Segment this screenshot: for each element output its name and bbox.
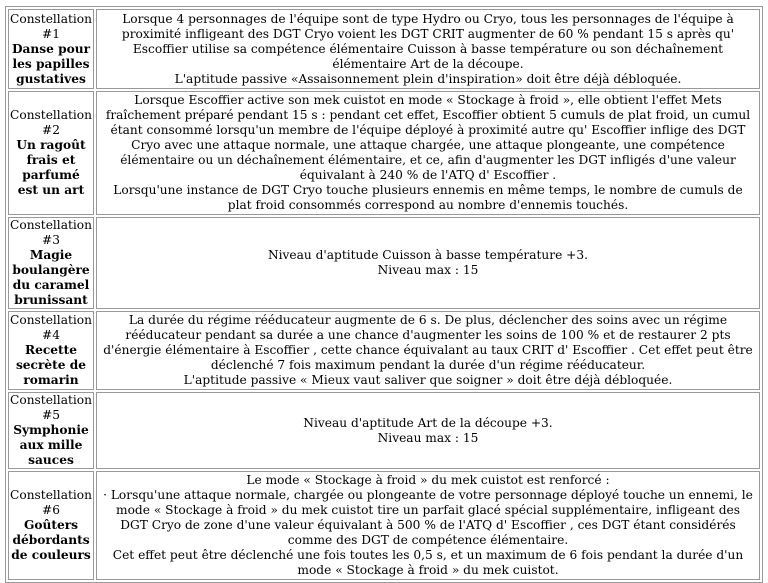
constellation-description-cell xyxy=(96,9,760,89)
constellation-label: Constellation xyxy=(10,313,92,327)
constellation-description-cell xyxy=(96,217,760,309)
constellation-label: Constellation xyxy=(10,488,92,502)
constellation-title: Magie boulangère du caramel brunissant xyxy=(12,248,90,307)
constellation-description-cell xyxy=(96,471,760,580)
constellation-description-cell xyxy=(96,91,760,215)
constellation-row xyxy=(8,392,760,469)
description-paragraph: Niveau max : 15 xyxy=(377,430,479,445)
constellation-number: #6 xyxy=(42,503,60,517)
description-paragraph: Le mode « Stockage à froid » du mek cuistot est renforcé : xyxy=(246,473,610,487)
constellation-header-cell xyxy=(8,392,94,469)
constellation-header-cell xyxy=(8,311,94,390)
description-paragraph: Cet effet peut être déclenché une fois toutes les 0,5 s, et un maximum de 6 fois pendant la durée d'un mode « Stockage à froid » du mek cuistot. xyxy=(112,548,744,577)
description-paragraph: La durée du régime rééducateur augmente de 6 s. De plus, déclencher des soins avec un régime rééducateur pendant sa durée a une chance d'augmenter les soins de 100 % et de restaurer 2 pts d'énergie élémentaire à Escoffier , cette chance équivalant au taux CRIT d' Escoffier . Cet effet peut être déclenché 7 fois maximum pendant la durée d'un régime rééducateur. xyxy=(103,313,753,372)
constellation-row xyxy=(8,217,760,309)
constellation-header-cell xyxy=(8,9,94,89)
description-paragraph: L'aptitude passive « Mieux vaut saliver que soigner » doit être déjà débloquée. xyxy=(183,373,673,387)
constellation-number: #3 xyxy=(42,233,60,247)
constellation-label: Constellation xyxy=(10,393,92,407)
constellation-number: #2 xyxy=(42,123,60,137)
constellation-number: #5 xyxy=(42,408,60,422)
constellation-title: Goûters débordants de couleurs xyxy=(11,518,91,562)
description-paragraph: Niveau max : 15 xyxy=(377,263,479,277)
description-paragraph: Niveau d'aptitude Cuisson à basse température +3. xyxy=(267,248,589,262)
constellation-row xyxy=(8,471,760,580)
constellation-label: Constellation xyxy=(10,108,92,122)
constellation-title: Danse pour les papilles gustatives xyxy=(11,41,91,86)
constellation-title: Symphonie aux mille sauces xyxy=(13,423,89,467)
constellation-header-cell xyxy=(8,91,94,215)
constellation-description-cell xyxy=(96,311,760,390)
constellation-row xyxy=(8,91,760,215)
constellation-number: #4 xyxy=(42,328,60,342)
constellation-title: Un ragoût frais et parfumé est un art xyxy=(16,138,86,197)
constellations-table xyxy=(5,6,763,583)
description-paragraph: Lorsque Escoffier active son mek cuistot en mode « Stockage à froid », elle obtient l'effet Mets fraîchement préparé pendant 15 s : pendant cet effet, Escoffier obtient 5 cumuls de plat froid, un cumul étant consommé lorsqu'un membre de l'équipe déployé à proximité autre qu' Escoffier inflige des DGT Cryo avec une attaque normale, une attaque chargée, une attaque plongeante, une compétence élémentaire ou un déchaînement élémentaire, et ce, afin d'augmenter les DGT infligés d'une valeur équivalant à 240 % de l'ATQ d' Escoffier . xyxy=(105,93,751,182)
description-paragraph: Niveau d'aptitude Art de la découpe +3. xyxy=(303,415,553,430)
description-paragraph: Lorsque 4 personnages de l'équipe sont de type Hydro ou Cryo, tous les personnages de l'équipe à proximité infligeant des DGT Cryo voient les DGT CRIT augmenter de 60 % pendant 15 s après qu' Escoffier utilise sa compétence élémentaire Cuisson à basse température ou son déchaînement élémentaire Art de la découpe. xyxy=(121,11,735,71)
constellation-header-cell xyxy=(8,471,94,580)
constellation-title: Recette secrète de romarin xyxy=(15,343,87,387)
constellation-label: Constellation xyxy=(10,11,92,26)
description-paragraph: · Lorsqu'une attaque normale, chargée ou plongeante de votre personnage déployé touche un ennemi, le mode « Stockage à froid » du mek cuistot tire un parfait glacé spécial supplémentaire, infligeant des DGT Cryo de zone d'une valeur équivalant à 500 % de l'ATQ d' Escoffier , ces DGT étant considérés comme des DGT de compétence élémentaire. xyxy=(103,488,753,547)
constellation-number: #1 xyxy=(42,26,60,41)
constellation-label: Constellation xyxy=(10,218,92,232)
constellation-row xyxy=(8,311,760,390)
constellation-row xyxy=(8,9,760,89)
description-paragraph: L'aptitude passive «Assaisonnement plein d'inspiration» doit être déjà débloquée. xyxy=(174,71,682,86)
constellation-description-cell xyxy=(96,392,760,469)
constellation-header-cell xyxy=(8,217,94,309)
description-paragraph: Lorsqu'une instance de DGT Cryo touche plusieurs ennemis en même temps, le nombre de cumuls de plat froid consommés correspond au nombre d'ennemis touchés. xyxy=(113,183,743,212)
